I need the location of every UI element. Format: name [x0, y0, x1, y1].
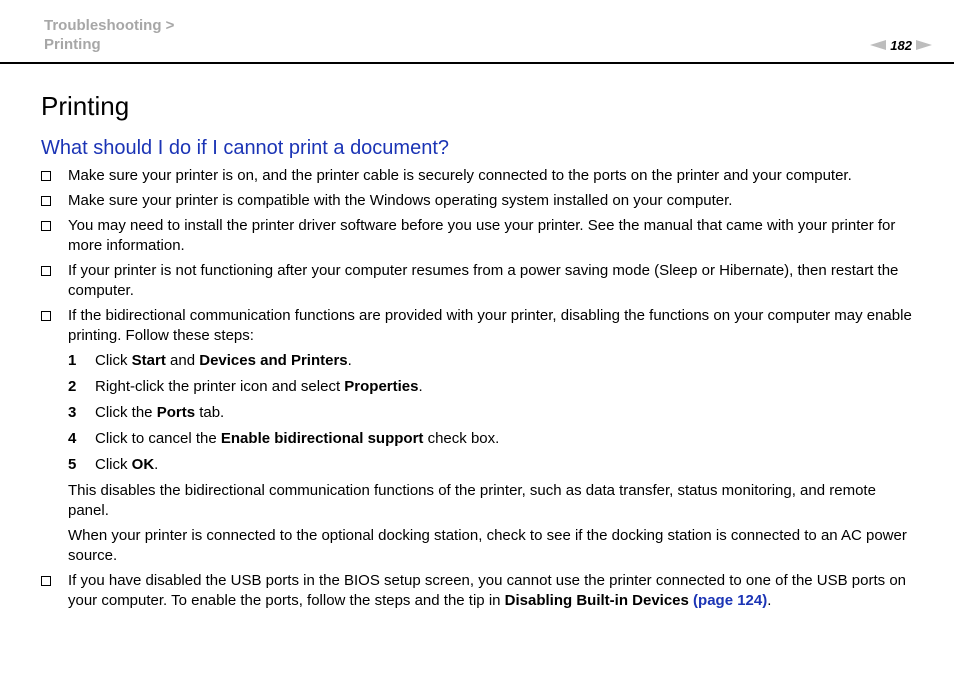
checkbox-bullet-icon: [41, 576, 51, 586]
checkbox-bullet-icon: [41, 196, 51, 206]
checkbox-bullet-icon: [41, 311, 51, 321]
breadcrumb: [44, 16, 174, 54]
step-1: [41, 351, 915, 371]
step-text: Click: [95, 352, 132, 369]
step-5: [41, 455, 915, 475]
bullet-text: Make sure your printer is on, and the printer cable is securely connected to the ports on the printer and your computer.: [68, 167, 852, 184]
step-text: check box.: [423, 430, 500, 447]
bullet-text: If you have disabled the USB ports in the BIOS setup screen, you cannot use the printer connected to one of the USB ports on your computer. To enable the ports, follow the steps and the tip in: [68, 572, 907, 609]
next-page-arrow-icon[interactable]: [916, 40, 932, 50]
bullet-item: [41, 191, 915, 211]
bullet-text: If the bidirectional communication functions are provided with your printer, disabling the functions on your computer may enable printing. Follow these steps:: [68, 307, 912, 344]
bullet-text: You may need to install the printer driver software before you use your printer. See the manual that came with your printer for more information.: [68, 217, 896, 254]
checkbox-bullet-icon: [41, 221, 51, 231]
step-text: Click the: [95, 404, 157, 421]
cross-reference-title: Disabling Built-in Devices: [504, 592, 689, 609]
bullet-item: [41, 306, 915, 346]
page-title: Printing: [41, 91, 130, 121]
content-body: [41, 166, 915, 616]
ui-term-ok: OK: [131, 456, 155, 473]
step-text: .: [154, 456, 159, 473]
step-number: 3: [68, 404, 77, 421]
breadcrumb-parent[interactable]: Troubleshooting >: [44, 17, 175, 34]
bullet-item: [41, 571, 915, 611]
step-3: [41, 403, 915, 423]
step-number: 4: [68, 430, 77, 447]
step-number: 5: [68, 456, 77, 473]
step-text: and: [165, 352, 200, 369]
checkbox-bullet-icon: [41, 266, 51, 276]
note-paragraph: When your printer is connected to the optional docking station, check to see if the docking station is connected to an AC power source.: [68, 527, 907, 564]
step-number: 2: [68, 378, 77, 395]
bullet-text: Make sure your printer is compatible with the Windows operating system installed on your computer.: [68, 192, 733, 209]
page-navigation: [870, 37, 932, 53]
ui-term-enable-bidirectional-support: Enable bidirectional support: [220, 430, 424, 447]
section-heading: What should I do if I cannot print a document?: [41, 137, 450, 159]
step-text: Right-click the printer icon and select: [95, 378, 345, 395]
step-text: tab.: [195, 404, 225, 421]
step-4: [41, 429, 915, 449]
ui-term-ports: Ports: [156, 404, 196, 421]
note-paragraph: This disables the bidirectional communication functions of the printer, such as data transfer, status monitoring, and remote panel.: [68, 482, 876, 519]
step-text: .: [418, 378, 423, 395]
bullet-item: [41, 166, 915, 186]
step-text: Click: [95, 456, 132, 473]
bullet-item: [41, 216, 915, 256]
ui-term-start: Start: [131, 352, 166, 369]
page-124-link[interactable]: (page 124): [693, 592, 768, 609]
step-number: 1: [68, 352, 77, 369]
step-text: .: [347, 352, 352, 369]
step-2: [41, 377, 915, 397]
previous-page-arrow-icon[interactable]: [870, 40, 886, 50]
step-text: Click to cancel the: [95, 430, 221, 447]
bullet-text: If your printer is not functioning after your computer resumes from a power saving mode (Sleep or Hibernate), then restart the computer.: [68, 262, 899, 299]
page-number: 182: [890, 37, 912, 53]
bullet-item: [41, 261, 915, 301]
header-divider: [0, 62, 954, 64]
ui-term-devices-and-printers: Devices and Printers: [199, 352, 348, 369]
bullet-text-end: .: [767, 592, 772, 609]
ui-term-properties: Properties: [344, 378, 419, 395]
checkbox-bullet-icon: [41, 171, 51, 181]
breadcrumb-current: Printing: [44, 36, 101, 53]
